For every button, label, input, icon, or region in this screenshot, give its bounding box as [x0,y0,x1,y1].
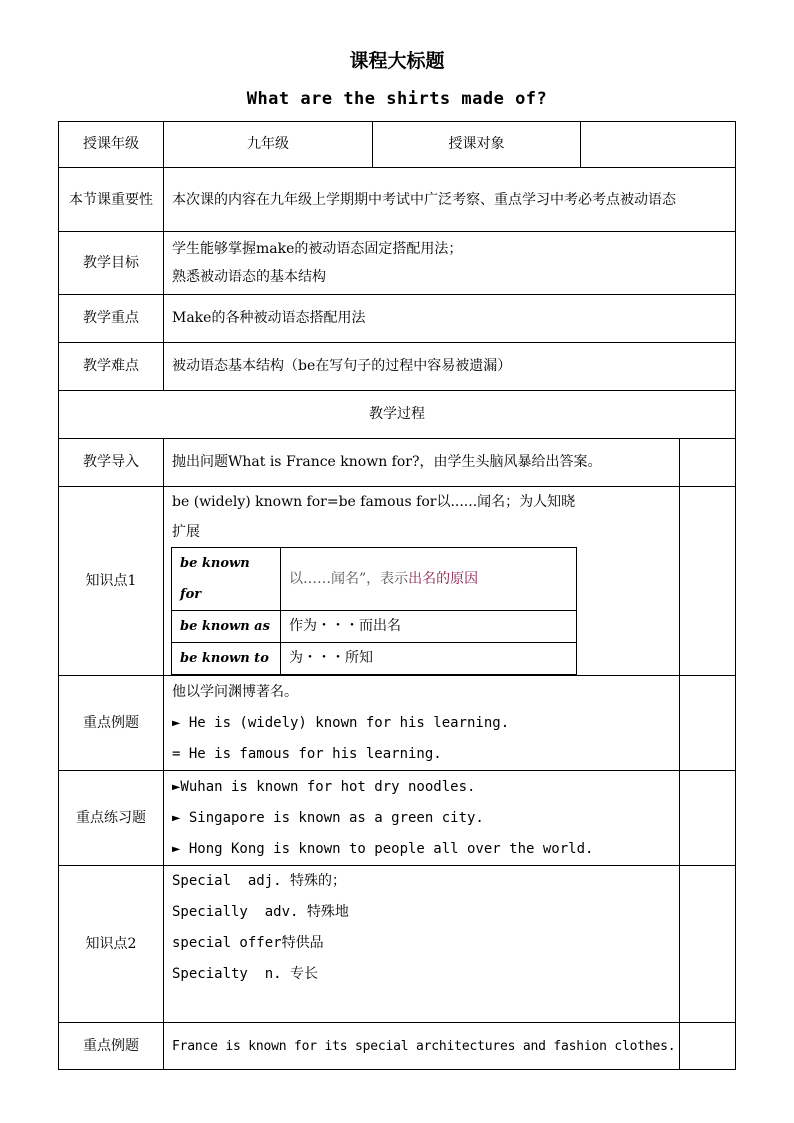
example-line: 他以学问渊博著名。 [172,683,298,700]
phrase-meaning: 作为・・・而出名 [281,611,577,643]
example2-row [59,1023,736,1070]
key-label: 教学重点 [59,295,164,343]
kp2-row [59,866,736,1023]
phrase-meaning: 为・・・所知 [281,643,577,675]
grade-label: 授课年级 [59,122,164,168]
target-label: 授课对象 [373,122,581,168]
vocab-line: Specially adv. 特殊地 [172,904,349,920]
example2-text: France is known for its special architectures and fashion clothes. [164,1023,680,1070]
kp1-label: 知识点1 [59,487,164,676]
vocab-line: Specialty n. 专长 [172,966,319,982]
phrase-term: be known as [172,611,281,643]
phrase-row [172,643,577,675]
practice-row [59,771,736,866]
importance-text: 本次课的内容在九年级上学期期中考试中广泛考察、重点学习中考必考点被动语态 [164,168,736,232]
target-value [581,122,736,168]
intro-row [59,439,736,487]
lesson-plan-table [58,121,736,1070]
vocab-line: special offer特供品 [172,935,324,951]
importance-row [59,168,736,232]
known-phrases-table [171,547,577,675]
phrase-term: be known for [172,548,281,611]
kp1-line: be (widely) known for=be famous for以......闻名；为人知晓 [172,494,576,510]
phrase-meaning: 以……闻名”，表示出名的原因 [281,548,577,611]
kp1-extension-label: 扩展 [172,524,200,540]
goal-item: 学生能够掌握make的被动语态固定搭配用法； [172,241,463,257]
page-title: 课程大标题 [349,50,445,72]
difficulty-text: 被动语态基本结构（be在写句子的过程中容易被遗漏） [164,343,736,391]
phrase-term: be known to [172,643,281,675]
example1-row [59,676,736,771]
process-row [59,391,736,439]
goals-label: 教学目标 [59,232,164,295]
lesson-subtitle: What are the shirts made of? [246,89,548,109]
kp1-row [59,487,736,676]
practice-line: ►Wuhan is known for hot dry noodles. [172,778,476,795]
kp2-label: 知识点2 [59,866,164,1023]
intro-label: 教学导入 [59,439,164,487]
difficulty-label: 教学难点 [59,343,164,391]
key-row [59,295,736,343]
vocab-line: Special adj. 特殊的； [172,873,347,889]
example-line: ► He is (widely) known for his learning. [172,714,510,731]
practice-label: 重点练习题 [59,771,164,866]
key-text: Make的各种被动语态搭配用法 [164,295,736,343]
goal-item: 熟悉被动语态的基本结构 [172,269,326,285]
practice-line: ► Hong Kong is known to people all over the world. [172,840,594,857]
importance-label: 本节课重要性 [59,168,164,232]
intro-text: 抛出问题What is France known for?，由学生头脑风暴给出答案。 [164,439,680,487]
phrase-row [172,611,577,643]
grade-value: 九年级 [164,122,373,168]
example-line: = He is famous for his learning. [172,745,442,762]
example2-label: 重点例题 [59,1023,164,1070]
difficulty-row [59,343,736,391]
phrase-row [172,548,577,611]
example1-label: 重点例题 [59,676,164,771]
goals-row [59,232,736,295]
process-title: 教学过程 [59,391,736,439]
practice-line: ► Singapore is known as a green city. [172,809,484,826]
grade-row [59,122,736,168]
